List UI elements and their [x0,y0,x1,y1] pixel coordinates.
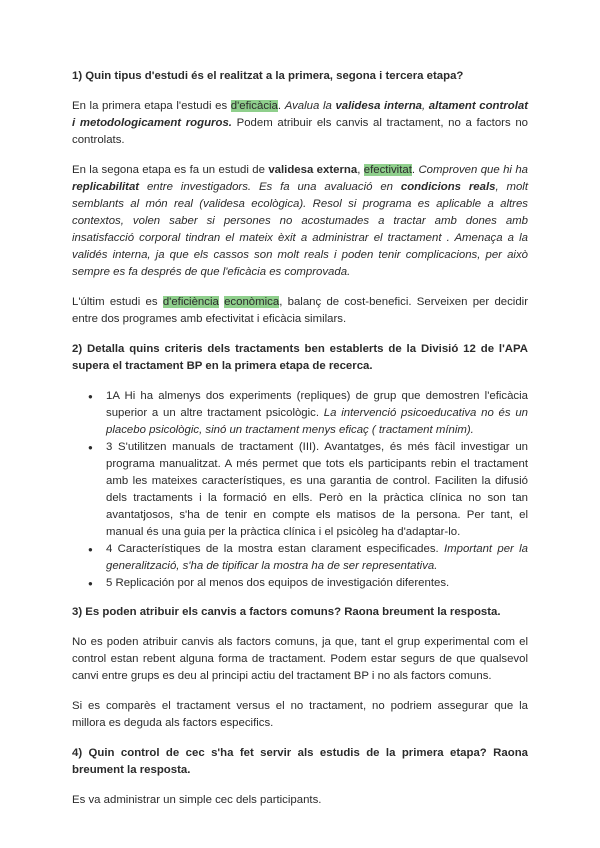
answer-3-paragraph-1: No es poden atribuir canvis als factors comuns, ja que, tant el grup experimental com el control estan rebent alguna forma de tractament. Podem estar segurs de que qualsevol canvi entre grups es deu al principi actiu del tractament BP i no als factors comuns. [72,636,528,682]
bold-text: altament controlat i metodologicament roguros. [72,100,528,129]
bold-text: replicabilitat [72,181,140,193]
italic-text: Important per la generalització, s'ha de tipificar la mostra ha de ser representativa. [106,543,528,572]
list-item [106,575,528,592]
criteria-list [72,388,528,592]
text: . [411,164,419,176]
highlight-effectiveness: efectivitat [363,164,412,176]
text: 3 S'utilitzen manuals de tractament (III). Avantatges, és més fàcil investigar un programa manualitzat. A més permet que tots els participants rebin el tractament amb les mateixes característiques, es una garantia de control. Faciliten la difusió dels tractaments i la formació en ells. Però en la pràctica clínica no son tan avantatjosos, s'ha de tenir en compte els matisos de la persona. Per tant, el manual és una guia per la pràctica clínica i el psicòleg ha d'adaptar-lo. [106,441,528,538]
bold-text: validesa externa [268,164,358,176]
highlight-efficiency: d'eficiència [162,296,219,308]
italic-text [72,164,528,278]
text: Avalua la [284,100,336,112]
answer-3-paragraph-2: Si es comparès el tractament versus el no tractament, no podriem assegurar que la millora es deguda als factors especifics. [72,700,528,729]
list-item [106,388,528,439]
text: En la segona etapa es fa un estudi de [72,164,269,176]
highlight-efficacy: d'eficàcia [230,100,278,112]
bold-text: condicions reals [400,181,496,193]
text: , [422,100,429,112]
text: 4 Característiques de la mostra estan clarament especificades. [106,543,444,555]
text: En la primera etapa l'estudi es [72,100,231,112]
text: 5 Replicación por al menos dos equipos de investigación diferentes. [106,577,450,589]
text: L'últim estudi es [72,296,163,308]
text: 1A Hi ha almenys dos experiments (repliques) de grup que demostren l'eficàcia superior a un altre tractament psicològic. [106,390,528,419]
text: , [357,164,364,176]
answer-4-paragraph-1: Es va administrar un simple cec dels participants. [72,794,322,806]
text: , balanç de cost-benefici. Serveixen per decidir entre dos programes amb efectivitat i eficàcia similars. [72,296,529,325]
highlight-economic: econòmica [224,296,280,308]
text: . [277,100,285,112]
answer-1-paragraph-1 [72,98,528,149]
italic-text: La intervenció psicoeducativa no és un placebo psicològic, sinó un tractament menys eficaç ( tractament mínim). [106,407,529,436]
question-3-title: 3) Es poden atribuir els canvis a factors comuns? Raona breument la resposta. [72,606,501,618]
list-item [106,439,528,541]
question-2-title: 2) Detalla quins criteris dels tractaments ben establerts de la Divisió 12 de l'APA supera el tractament BP en la primera etapa de recerca. [72,343,528,372]
list-item [106,541,528,575]
answer-1-paragraph-2 [72,162,528,281]
text: , molt semblants al món real (validesa ecològica). Resol si programa es aplicable a altres contextos, volen saber si persones no acostumades a tractar amb dones amb insatisfacció corporal tindran el mateix èxit a administrar el tractament . Amenaça a la validés interna, ja que els cassos son molt reals i poden tenir complicacions, per això sempre es fa després de que l'eficàcia es comprovada. [72,181,528,278]
question-1-title: 1) Quin tipus d'estudi és el realitzat a la primera, segona i tercera etapa? [72,70,464,82]
text: Comproven que hi ha [418,164,528,176]
bold-text: validesa interna [335,100,422,112]
text: Podem atribuir els canvis al tractament, no a factors no controlats. [72,117,529,146]
answer-1-paragraph-3 [72,294,528,328]
question-4-title: 4) Quin control de cec s'ha fet servir als estudis de la primera etapa? Raona breument la resposta. [72,747,528,776]
text: entre investigadors. Es fa una avaluació en [139,181,401,193]
